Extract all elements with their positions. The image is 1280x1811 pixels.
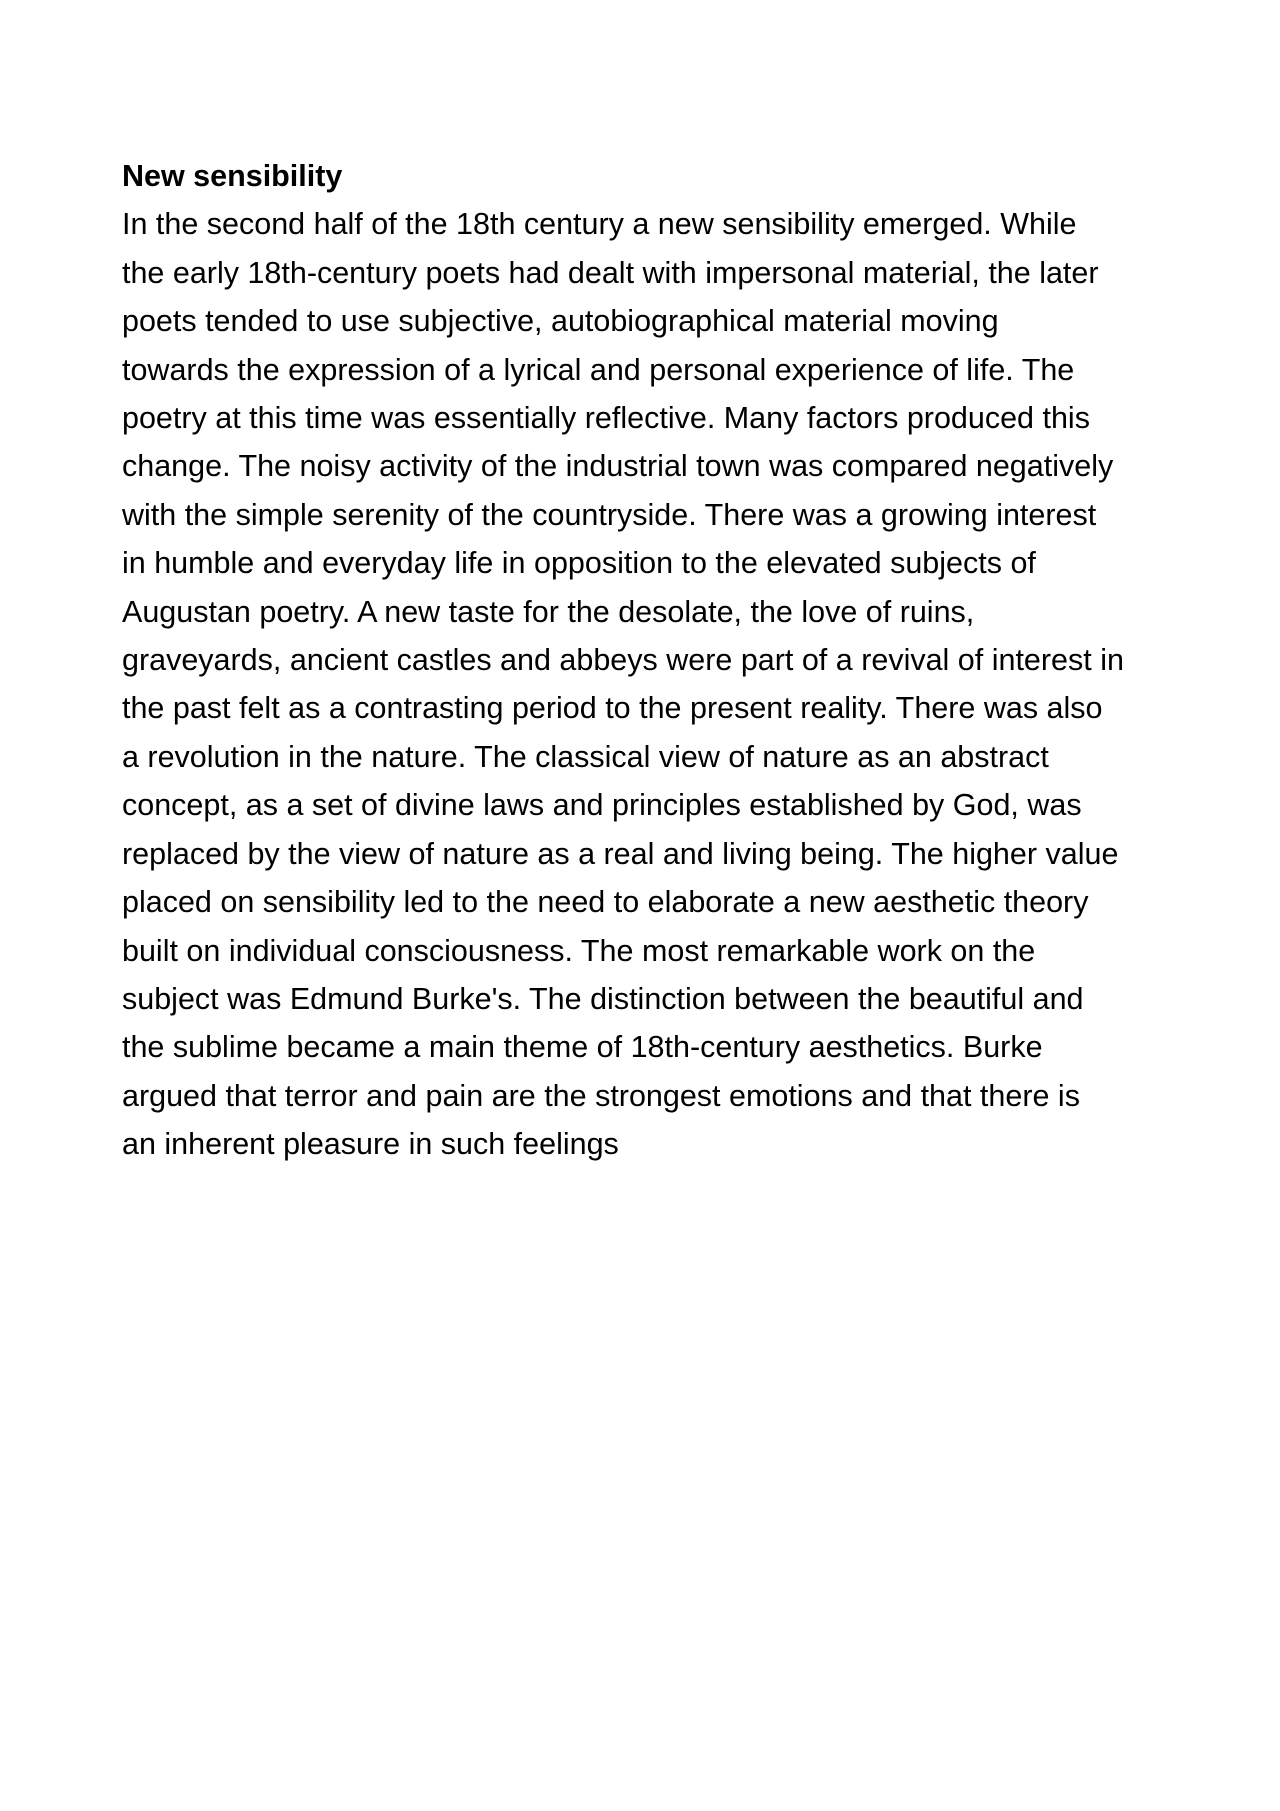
paragraph-line: in humble and everyday life in opposition to the elevated subjects of bbox=[122, 546, 1036, 581]
paragraph-line: subject was Edmund Burke's. The distinction between the beautiful and bbox=[122, 981, 1084, 1016]
paragraph-line: In the second half of the 18th century a new sensibility emerged. While bbox=[122, 207, 1077, 242]
paragraph-line: a revolution in the nature. The classical view of nature as an abstract bbox=[122, 739, 1049, 774]
document-body bbox=[122, 152, 1182, 1169]
paragraph-line: the sublime became a main theme of 18th-century aesthetics. Burke bbox=[122, 1030, 1043, 1065]
body-paragraph bbox=[122, 200, 1182, 1168]
paragraph-line: graveyards, ancient castles and abbeys were part of a revival of interest in bbox=[122, 643, 1124, 678]
paragraph-line: the early 18th-century poets had dealt with impersonal material, the later bbox=[122, 255, 1099, 290]
paragraph-line: placed on sensibility led to the need to elaborate a new aesthetic theory bbox=[122, 885, 1089, 920]
paragraph-line: towards the expression of a lyrical and personal experience of life. The bbox=[122, 352, 1075, 387]
paragraph-line: argued that terror and pain are the strongest emotions and that there is bbox=[122, 1078, 1080, 1113]
section-heading: New sensibility bbox=[122, 159, 343, 193]
paragraph-line: built on individual consciousness. The most remarkable work on the bbox=[122, 933, 1036, 968]
paragraph-line: replaced by the view of nature as a real and living being. The higher value bbox=[122, 836, 1119, 871]
paragraph-line: with the simple serenity of the countryside. There was a growing interest bbox=[122, 497, 1097, 532]
paragraph-line: poetry at this time was essentially reflective. Many factors produced this bbox=[122, 401, 1090, 436]
paragraph-line: poets tended to use subjective, autobiographical material moving bbox=[122, 304, 999, 339]
paragraph-line: an inherent pleasure in such feelings bbox=[122, 1127, 619, 1162]
paragraph-line: change. The noisy activity of the industrial town was compared negatively bbox=[122, 449, 1114, 484]
paragraph-line: concept, as a set of divine laws and principles established by God, was bbox=[122, 788, 1082, 823]
paragraph-line: the past felt as a contrasting period to the present reality. There was also bbox=[122, 691, 1103, 726]
paragraph-line: Augustan poetry. A new taste for the desolate, the love of ruins, bbox=[122, 594, 975, 629]
